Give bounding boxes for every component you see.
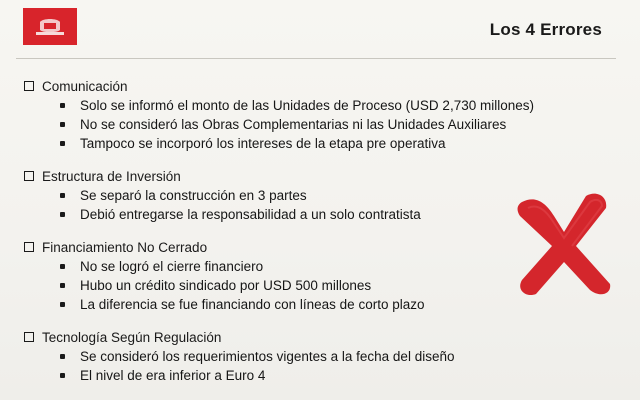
- list-item: [60, 186, 524, 205]
- list-item-text: Hubo un crédito sindicado por USD 500 millones: [80, 278, 372, 293]
- bullet-icon: [60, 354, 65, 359]
- bullet-icon: [60, 283, 65, 288]
- section-title: Tecnología Según Regulación: [42, 329, 222, 345]
- section-heading: [24, 237, 524, 257]
- error-list: [24, 76, 534, 398]
- list-item-text: Tampoco se incorporó los intereses de la etapa pre operativa: [80, 136, 446, 151]
- list-item-text: No se consideró las Obras Complementarias ni las Unidades Auxiliares: [80, 117, 507, 132]
- list-item: [60, 205, 524, 224]
- section-comunicacion: [24, 76, 534, 153]
- list-item-text: No se logró el cierre financiero: [80, 259, 264, 274]
- list-item-text: La diferencia se fue financiando con líneas de corto plazo: [80, 297, 425, 312]
- bullet-icon: [60, 193, 65, 198]
- bullet-icon: [60, 264, 65, 269]
- section-tecnologia: [24, 327, 524, 385]
- list-item: [60, 276, 524, 295]
- checkbox-icon: [24, 171, 34, 181]
- company-logo-icon: [23, 8, 77, 45]
- section-heading: [24, 166, 524, 186]
- list-item: [60, 257, 524, 276]
- list-item: [60, 366, 524, 385]
- section-title: Comunicación: [42, 78, 128, 94]
- list-item-text: Se separó la construcción en 3 partes: [80, 188, 307, 203]
- section-estructura: [24, 166, 524, 224]
- list-item-text: El nivel de era inferior a Euro 4: [80, 368, 266, 383]
- bullet-list: [24, 96, 534, 153]
- list-item-text: Se consideró los requerimientos vigentes a la fecha del diseño: [80, 349, 455, 364]
- page-title: Los 4 Errores: [489, 20, 602, 39]
- checkbox-icon: [24, 242, 34, 252]
- list-item-text: Solo se informó el monto de las Unidades de Proceso (USD 2,730 millones): [80, 98, 534, 113]
- list-item: [60, 134, 524, 153]
- section-title: Estructura de Inversión: [42, 168, 181, 184]
- bullet-list: [24, 347, 524, 385]
- bullet-list: [24, 257, 524, 314]
- bullet-icon: [60, 302, 65, 307]
- list-item: [60, 115, 524, 134]
- bullet-icon: [60, 141, 65, 146]
- header-divider: [16, 58, 616, 59]
- bullet-icon: [60, 103, 65, 108]
- section-heading: [24, 76, 524, 96]
- bullet-icon: [60, 373, 65, 378]
- list-item: [60, 295, 524, 314]
- list-item: [60, 347, 524, 366]
- bullet-list: [24, 186, 524, 224]
- checkbox-icon: [24, 332, 34, 342]
- list-item-text: Debió entregarse la responsabilidad a un solo contratista: [80, 207, 421, 222]
- section-heading: [24, 327, 524, 347]
- section-title: Financiamiento No Cerrado: [42, 239, 208, 255]
- checkbox-icon: [24, 81, 34, 91]
- red-x-mark-icon: [514, 186, 614, 298]
- section-financiamiento: [24, 237, 524, 314]
- bullet-icon: [60, 122, 65, 127]
- list-item: [60, 96, 534, 115]
- bullet-icon: [60, 212, 65, 217]
